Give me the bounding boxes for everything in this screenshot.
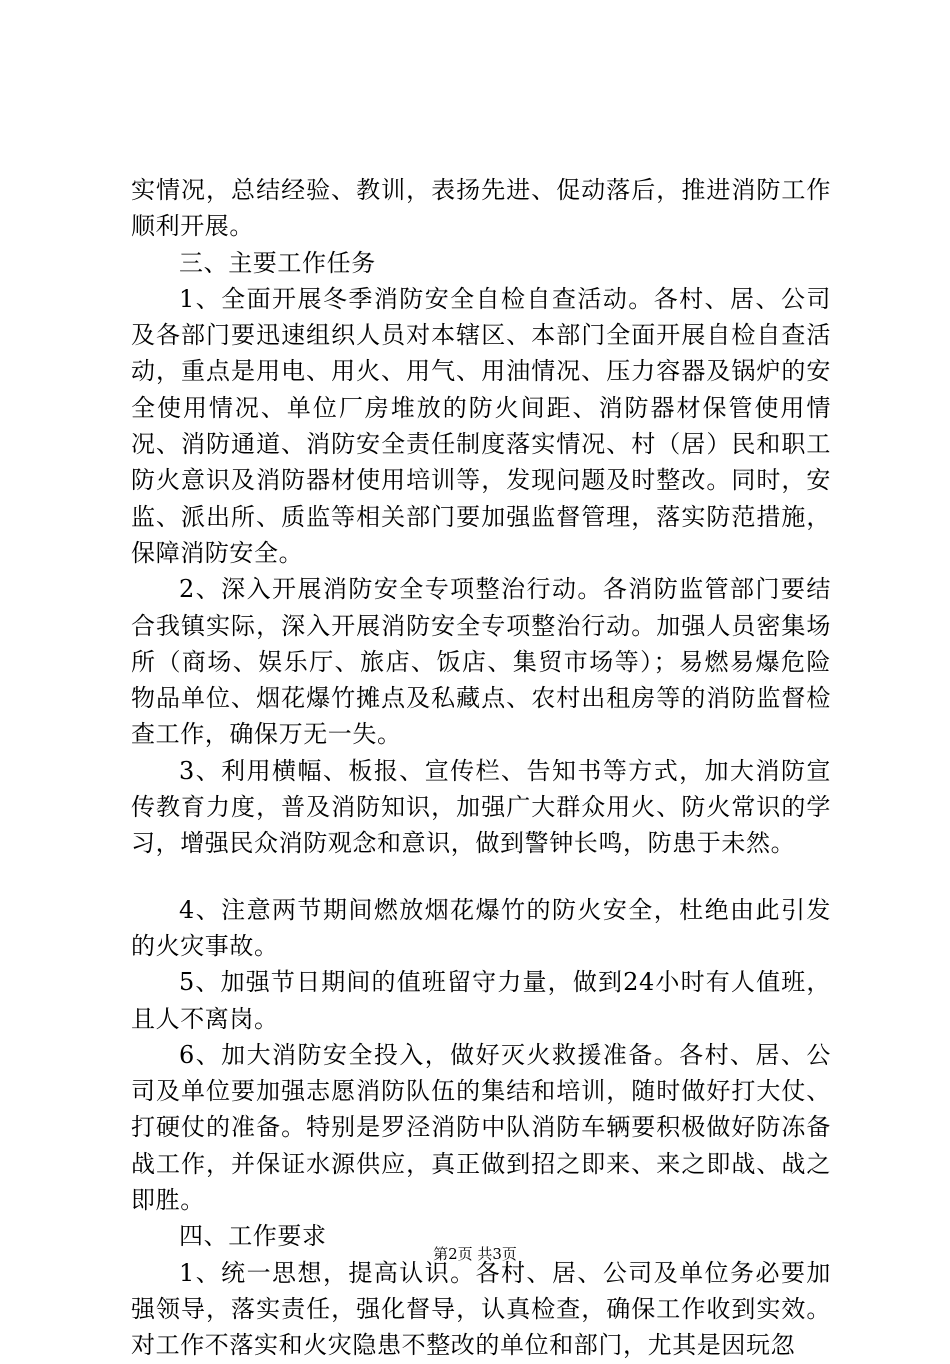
section-heading-main-tasks: 三、主要工作任务: [179, 248, 376, 277]
paragraph-task-1: 1、全面开展冬季消防安全自检自查活动。各村、居、公司及各部门要迅速组织人员对本辖区、本部门全面开展自检自查活动，重点是用电、用火、用气、用油情况、压力容器及锅炉的安全使用情况、单位厂房堆放的防火间距、消防器材保管使用情况、消防通道、消防安全责任制度落实情况、村（居）民和职工防火意识及消防器材使用培训等，发现问题及时整改。同时，安监、派出所、质监等相关部门要加强监督管理，落实防范措施，保障消防安全。: [131, 284, 831, 567]
section-heading-work-requirements: 四、工作要求: [179, 1222, 327, 1251]
paragraph-requirement-1: 1、统一思想，提高认识。各村、居、公司及单位务必要加强领导，落实责任，强化督导，认真检查，确保工作收到实效。对工作不落实和火灾隐患不整改的单位和部门，尤其是因玩忽: [131, 1258, 831, 1360]
paragraph-task-2: 2、深入开展消防安全专项整治行动。各消防监管部门要结合我镇实际，深入开展消防安全专项整治行动。加强人员密集场所（商场、娱乐厅、旅店、饭店、集贸市场等）；易燃易爆危险物品单位、烟花爆竹摊点及私藏点、农村出租房等的消防监督检查工作，确保万无一失。: [131, 575, 831, 749]
page-number-footer: 第2页 共3页: [433, 1245, 517, 1263]
paragraph-continuation: 实情况，总结经验、教训，表扬先进、促动落后，推进消防工作顺利开展。: [131, 176, 831, 241]
paragraph-task-4: 4、注意两节期间燃放烟花爆竹的防火安全，杜绝由此引发的火灾事故。: [131, 895, 831, 960]
paragraph-task-6: 6、加大消防安全投入，做好灭火救援准备。各村、居、公司及单位要加强志愿消防队伍的集结和培训，随时做好打大仗、打硬仗的准备。特别是罗泾消防中队消防车辆要积极做好防冻备战工作，并保证水源供应，真正做到招之即来、来之即战、战之即胜。: [131, 1040, 831, 1215]
document-body: [131, 172, 831, 1364]
paragraph-task-3: 3、利用横幅、板报、宣传栏、告知书等方式，加大消防宣传教育力度，普及消防知识，加强广大群众用火、防火常识的学习，增强民众消防观念和意识，做到警钟长鸣，防患于未然。: [131, 756, 831, 858]
paragraph-task-5: 5、加强节日期间的值班留守力量，做到24小时有人值班，且人不离岗。: [131, 968, 831, 1033]
